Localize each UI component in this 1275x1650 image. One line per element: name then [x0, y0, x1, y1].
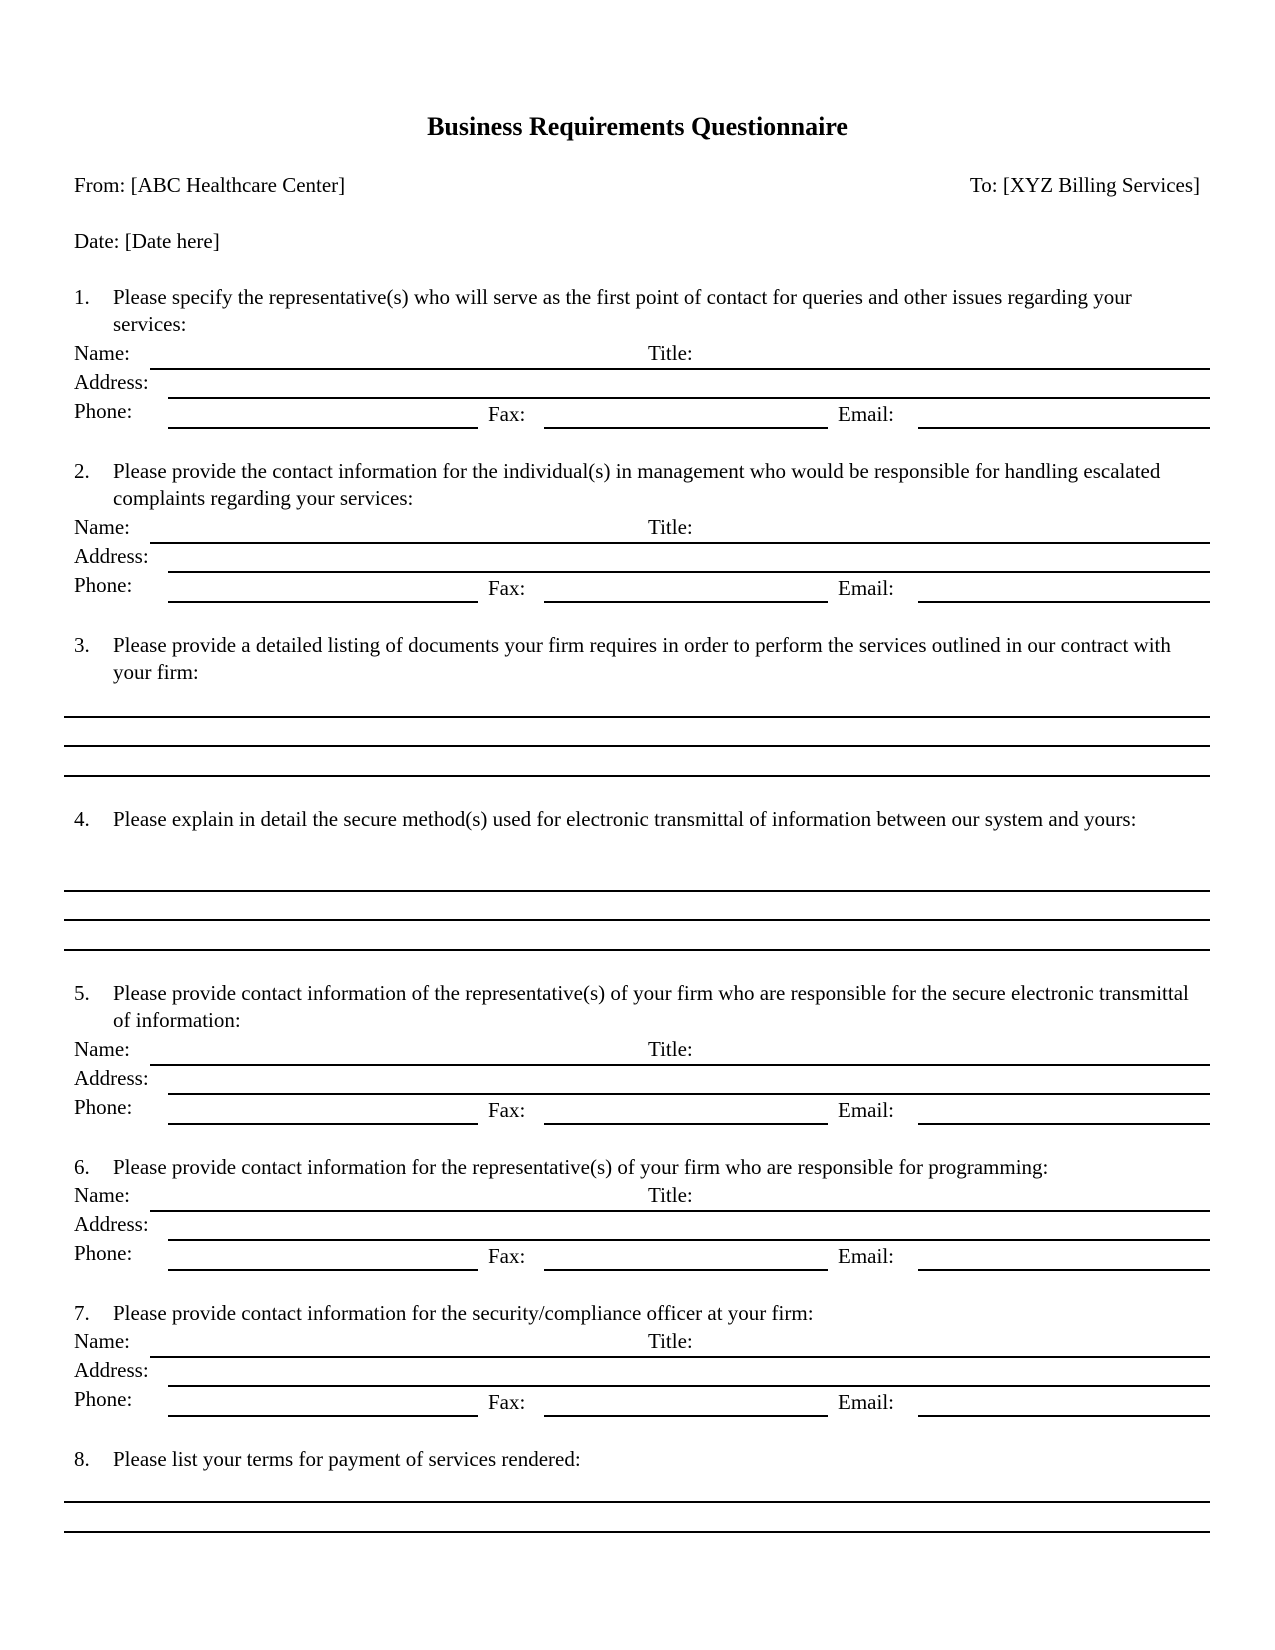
question-text: Please specify the representative(s) who will serve as the first point of contact for queries and other issues regarding your services:: [113, 285, 1132, 337]
question-text: Please provide contact information for the security/compliance officer at your firm:: [113, 1301, 814, 1325]
answer-line[interactable]: [64, 919, 1210, 921]
name-label: Name:: [74, 515, 130, 539]
to-line: To: [XYZ Billing Services]: [969, 173, 1200, 197]
question-text: Please provide contact information for the representative(s) of your firm who are responsible for programming:: [113, 1155, 1049, 1179]
fax-field-line[interactable]: [544, 1415, 828, 1417]
email-label: Email:: [838, 402, 894, 426]
answer-line[interactable]: [64, 745, 1210, 747]
question-number: 3.: [74, 633, 90, 657]
name-title-field-line[interactable]: [150, 1356, 1210, 1358]
email-label: Email:: [838, 1390, 894, 1414]
email-field-line[interactable]: [918, 1415, 1210, 1417]
email-label: Email:: [838, 576, 894, 600]
question-number: 2.: [74, 459, 90, 483]
name-title-field-line[interactable]: [150, 368, 1210, 370]
fax-field-line[interactable]: [544, 427, 828, 429]
address-field-line[interactable]: [168, 1385, 1210, 1387]
question-number: 8.: [74, 1447, 90, 1471]
question-number: 1.: [74, 285, 90, 309]
title-label: Title:: [648, 1329, 693, 1353]
email-label: Email:: [838, 1098, 894, 1122]
answer-line[interactable]: [64, 1531, 1210, 1533]
fax-label: Fax:: [488, 1244, 526, 1268]
email-field-line[interactable]: [918, 601, 1210, 603]
title-label: Title:: [648, 341, 693, 365]
phone-field-line[interactable]: [168, 1415, 478, 1417]
fax-label: Fax:: [488, 1098, 526, 1122]
fax-label: Fax:: [488, 1390, 526, 1414]
from-line: From: [ABC Healthcare Center]: [74, 173, 346, 197]
answer-line[interactable]: [64, 775, 1210, 777]
phone-label: Phone:: [74, 1387, 133, 1411]
question-number: 5.: [74, 981, 90, 1005]
address-field-line[interactable]: [168, 397, 1210, 399]
phone-field-line[interactable]: [168, 601, 478, 603]
name-label: Name:: [74, 341, 130, 365]
address-field-line[interactable]: [168, 1239, 1210, 1241]
phone-field-line[interactable]: [168, 1269, 478, 1271]
title-label: Title:: [648, 1183, 693, 1207]
fax-label: Fax:: [488, 576, 526, 600]
email-field-line[interactable]: [918, 1269, 1210, 1271]
email-field-line[interactable]: [918, 1123, 1210, 1125]
fax-field-line[interactable]: [544, 601, 828, 603]
name-title-field-line[interactable]: [150, 1064, 1210, 1066]
phone-label: Phone:: [74, 1095, 133, 1119]
page-title: Business Requirements Questionnaire: [427, 112, 848, 141]
address-field-line[interactable]: [168, 571, 1210, 573]
name-title-field-line[interactable]: [150, 1210, 1210, 1212]
question-text: Please provide a detailed listing of documents your firm requires in order to perform the services outlined in our contract with your firm:: [113, 633, 1171, 685]
question-text: Please explain in detail the secure method(s) used for electronic transmittal of information between our system and yours:: [113, 807, 1137, 831]
question-number: 4.: [74, 807, 90, 831]
phone-label: Phone:: [74, 1241, 133, 1265]
phone-field-line[interactable]: [168, 1123, 478, 1125]
question-text: Please list your terms for payment of services rendered:: [113, 1447, 581, 1471]
date-line: Date: [Date here]: [74, 229, 220, 253]
phone-field-line[interactable]: [168, 427, 478, 429]
title-label: Title:: [648, 515, 693, 539]
address-label: Address:: [74, 1358, 149, 1382]
phone-label: Phone:: [74, 573, 133, 597]
address-label: Address:: [74, 370, 149, 394]
title-label: Title:: [648, 1037, 693, 1061]
fax-field-line[interactable]: [544, 1269, 828, 1271]
name-label: Name:: [74, 1183, 130, 1207]
address-label: Address:: [74, 544, 149, 568]
question-number: 7.: [74, 1301, 90, 1325]
name-label: Name:: [74, 1329, 130, 1353]
email-field-line[interactable]: [918, 427, 1210, 429]
answer-line[interactable]: [64, 890, 1210, 892]
answer-line[interactable]: [64, 1501, 1210, 1503]
phone-label: Phone:: [74, 399, 133, 423]
fax-label: Fax:: [488, 402, 526, 426]
question-text: Please provide the contact information for the individual(s) in management who would be responsible for handling escalated complaints regarding your services:: [113, 459, 1161, 511]
answer-line[interactable]: [64, 949, 1210, 951]
question-number: 6.: [74, 1155, 90, 1179]
address-label: Address:: [74, 1066, 149, 1090]
address-label: Address:: [74, 1212, 149, 1236]
fax-field-line[interactable]: [544, 1123, 828, 1125]
name-title-field-line[interactable]: [150, 542, 1210, 544]
question-text: Please provide contact information of the representative(s) of your firm who are responsible for the secure electronic transmittal of information:: [113, 981, 1189, 1033]
answer-line[interactable]: [64, 716, 1210, 718]
name-label: Name:: [74, 1037, 130, 1061]
email-label: Email:: [838, 1244, 894, 1268]
address-field-line[interactable]: [168, 1093, 1210, 1095]
